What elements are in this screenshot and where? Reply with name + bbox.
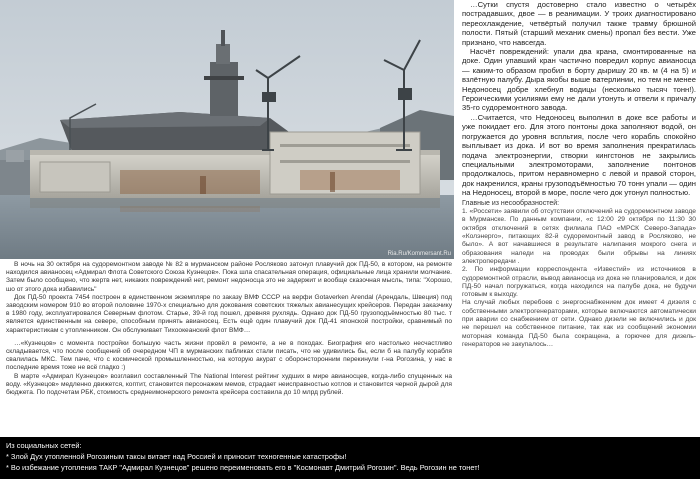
article-paragraph: Док ПД-50 проекта 7454 построен в единственном экземпляре по заказу ВМФ СССР на верфи Gotaverken Arendal (Арендаль, Швеция) под заводским номером 910 во второй половине 1970-х специально для докования советских тяжелых авианесущих крейсеров. Передан заказчику в 1980 году, эксплуатировался Северным флотом. Старье, 39-й год пошел, древняя рухлядь. Однако док ПД-50 грузоподъёмностью 80 тыс. т является единственным на севере, способным принять авианосец. Есть ещё один плавучий док ПД-41 японской постройки, сравнимый по характеристикам с утопленником. Он обслуживает Тихоокеанский флот ВМФ… [6,293,452,334]
article-paragraph: В ночь на 30 октября на судоремонтном заводе № 82 в мурманском районе Росляково затонул плавучий док ПД-50, в котором, на ремонте находился авианосец «Адмирал Флота Советского Союза Кузнецов». Пока шла спасательная операция, официальные лица хранили молчание. Затем было сообщено, что жертв нет, никаких повреждений нет, ремонт недоносца это не задержит и вообще сказочная мысль, типа: "Хорошо, шо от этого дока избавились" [6,261,452,293]
notes-list [462,208,696,349]
footer-item: * Во избежание утопления ТАКР "Адмирал Кузнецов" решено переименовать его в "Космонавт Дмитрий Рогозин". Ведь Рогозин не тонет! [6,463,480,472]
footer-heading: Из социальных сетей: [6,441,82,450]
article-paragraph: …Сутки спустя достоверно стало известно о четырёх пострадавших, двое — в реанимации. У троих диагностировано переохлаждение, четвёртый получил также травму брюшной полости. Пятый (старший механик смены) пропал без вести. Уже признано, что навсегда. [462,0,696,47]
dock-photo [0,0,454,259]
right-article-column [462,0,696,349]
footer-item: * Злой Дух утопленной Рогозиным таксы витает над Россией и приносит техногенные катастрофы! [6,452,347,461]
article-paragraph: …«Кузнецов» с момента постройки большую часть жизни провёл в ремонте, а не в походах. Биография его настолько несчастливо складывается, что после сообщений об очередном ЧП в мурманских пабликах стали писать, что не удивились бы, если б на палубу корабля свалилась МКС. Тем паче, что с космической промышленностью, на которую акурат с оборонсторонним перекинули г-на Рогозина, у нас в последние время тоже не всё гладко :) [6,339,452,372]
photo-credit: Ria.Ru/Kommersant.Ru [387,251,451,257]
article-paragraph: В марте «Адмирал Кузнецов» возглавил составленный The National Interest рейтинг худших в мире авианосцев, когда-либо спущенных на воду. «Кузнецов» медленно движется, коптит, становится персонажем мемов, страдает неисправностью котлов и становится черной дырой для бюджета. По подсчетам РБК, стоимость среднеимонерского ремонта крейсера составила до 10 млрд рублей. [6,372,452,397]
ship-in-dock-image [0,0,454,259]
note-item: На случай любых перебоев с энергоснабжением док имеет 4 дизеля с собственными электрогенераторами, которые включаются автоматически при аварии со снабжением от сети. Однако дизели не включились и док не перешел на собственное питание, так как из сообщений экономии моторная команда ПД-50 была сокращена, а горючее для дизель-генераторов не закупалось… [462,299,696,348]
article-paragraph: …Считается, что Недоносец выполнил в доке все работы и уже покидает его. Для этого понтоны дока заполняют водой, он погружается до уровня вспльтия, после чего корабль спокойно выплывает из дока. И вот во время заполнения прекратилась подача электроэнергии, створки кингстонов не закрылись специальными электромоторами, заполнение понтонов продолжалось, притом неравномерно с левой и правой сторон, док накренился, краны грузоподъёмностью 70 тонн упали — один на Недоносец, второй в море, после чего док утонул полностью. [462,112,696,198]
social-media-footer [0,437,700,479]
left-article-column [6,261,452,397]
note-item: 2. По информации корреспондента «Известий» из источников в судоремонтной отрасли, вывод авианосца из дока не планировался, и док ПД-50 начал погружаться, когда находился на палубе дока, не будучи готовым к выходу. [462,266,696,299]
article-paragraph: Насчёт повреждений: упали два крана, смонтированные на доке. Один упавший кран частично повредил корпус авианосца — каким-то образом пробил в борту дыришу 20 кв. м (4 на 5) и взлётную палубу. Дыра якобы выше ватерлинии, но тем не менее Недоносец добре хлебнул водицы (несколько тысяч тонн!). Героическими усилиями ему не дали утонуть и отвели к причалу 35-го судоремонтного завода. [462,47,696,113]
note-item: 1. «Россети» заявили об отсутствии отключений на судоремонтном заводе в Мурманске. По данным компании, «с 12:00 29 октября по 11:30 30 октября отключений в сетях филиала ПАО «МРСК Северо-Запада» «Колэнерго», питающих 82-й судоремонтный завод в Росляково, не было». А вот начавшиеся в результате налипания мокрого снега и образования наледи на проводах были обрывы на линиях электропередачи . [462,208,696,265]
notes-heading: Главные из несообразностей: [462,199,560,207]
